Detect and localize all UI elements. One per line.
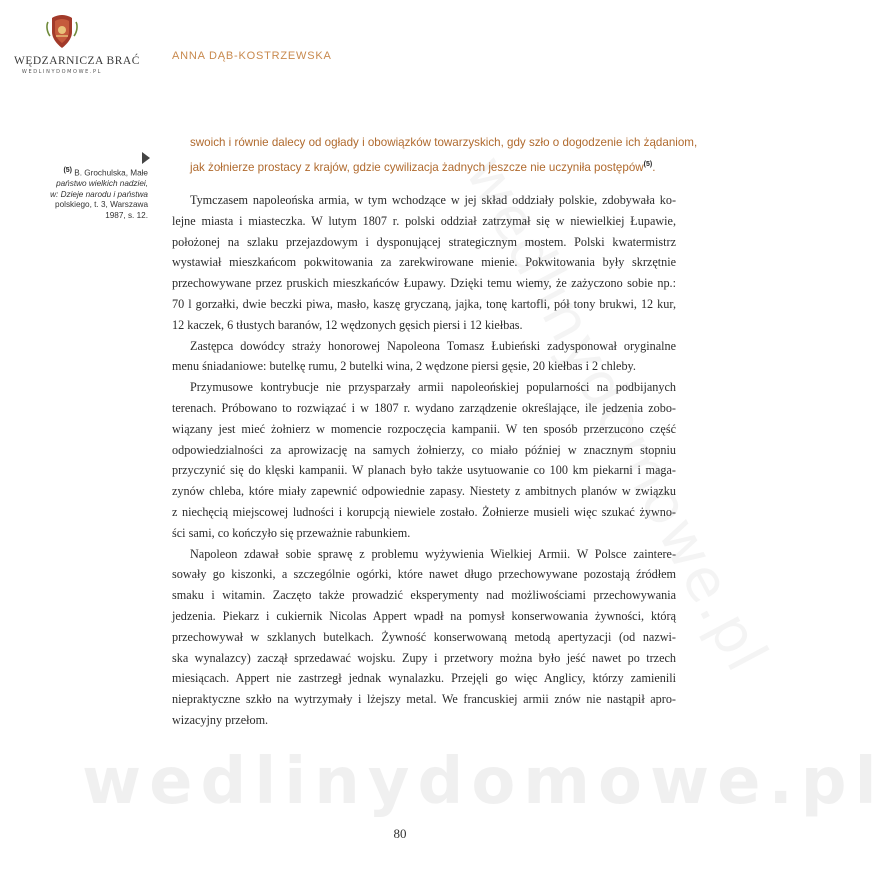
quote-block xyxy=(190,132,698,178)
text-line: ska wynalazcy) zaczął sprzedawać wojsku. Zupy i przetwory można było jeść nawet po trzech xyxy=(172,650,676,665)
crest-icon xyxy=(42,12,82,52)
brand-logo xyxy=(14,12,140,75)
sidenote-line: polskiego, t. 3, Warszawa xyxy=(55,200,148,210)
quote-end: . xyxy=(652,160,656,174)
brand-url: WEDLINYDOMOWE.PL xyxy=(21,69,103,75)
paragraph xyxy=(172,336,676,378)
text-line: Zastępca dowódcy straży honorowej Napoleona Tomasz Łubieński zadysponował oryginalne xyxy=(190,338,676,353)
sidenote-line: państwo wielkich nadziei, xyxy=(56,179,148,189)
sidenote-line: 1987, s. 12. xyxy=(105,210,148,220)
text-line: przyczynić się do klęski kampanii. W planach było także usytuowanie co 100 km piekarni i maga- xyxy=(172,463,676,478)
text-line: terenach. Próbowano to rozwiązać i w 1807 r. wydano zarządzenie określające, ile jedzenia zobo- xyxy=(172,400,676,415)
sidenote xyxy=(20,166,148,221)
quote-line xyxy=(190,154,660,178)
brand-name: WĘDZARNICZA BRAĆ xyxy=(14,55,140,67)
text-line: jedzenia. Piekarz i cukiernik Nicolas Appert wpadł na pomysł konserwowania żywności, którą xyxy=(172,608,676,623)
text-line: Przymusowe kontrybucje nie przysparzały armii napoleońskiej popularności na podbijanych xyxy=(190,380,676,395)
text-line: smaku i witamin. Zaczęto także prowadzić eksperymenty nad możliwościami przechowywania xyxy=(172,588,676,603)
quote-line: swoich i równie dalecy od ogłady i obowiązków towarzyskich, gdy szło o dogodzenie ich żądaniom, xyxy=(190,136,698,149)
text-line: przechowywał w szklanych butelkach. Żywność konserwowaną metodą apertyzacji (od nazwi- xyxy=(172,629,676,644)
text-line: menu śniadaniowe: butelkę rumu, 2 butelki wina, 2 wędzone piersi gęsie, 20 kiełbas i 2 chleby. xyxy=(172,359,636,374)
paragraph xyxy=(172,190,676,336)
sidenote-line: w: Dzieje narodu i państwa xyxy=(50,189,148,199)
text-line: ści sami, co kończyło się przeważnie rabunkiem. xyxy=(172,525,411,540)
text-line: 70 l gorzałki, dwie beczki piwa, masło, kaszę gryczaną, jajka, tonę kartofli, pół tony brukwi, 12 kur, xyxy=(172,296,676,311)
sidenote-number: (5) xyxy=(63,167,72,174)
text-line: miesiącach. Appert nie zastrzegł jednak wynalazku. Przejęli go więc Anglicy, którzy zamienili xyxy=(172,671,676,686)
quote-line-text: jak żołnierze prostacy z krajów, gdzie cywilizacja żadnych jeszcze nie uczyniła postępów xyxy=(190,160,644,174)
text-line: Napoleon zdawał sobie sprawę z problemu wyżywienia Wielkiej Armii. W Polsce zaintere- xyxy=(190,546,676,561)
text-line: przechowywane przez pruskich mieszkańców Łupawy. Dzięki temu wiemy, że zażyczono sobie np.: xyxy=(172,276,676,291)
text-line: wystawiał mieszkańcom pokwitowania za zarekwirowane mienie. Pokwitowania były skrzętnie xyxy=(172,255,676,270)
bottom-watermark: wedlinydomowe.pl xyxy=(82,745,885,819)
text-line: odpowiedzialności za aprowizację na samych żołnierzy, co miało później w znacznym stopniu xyxy=(172,442,676,457)
text-line: z niechęcią miejscowej ludności i korupcją niewiele zostało. Żołnierze musieli więc szukać żywno- xyxy=(172,504,676,519)
paragraph xyxy=(172,377,676,543)
paragraph xyxy=(172,544,676,731)
sidenote-line xyxy=(20,166,148,179)
text-line: wizacyjny przełom. xyxy=(172,712,269,727)
text-line: lejne miasta i miasteczka. W lutym 1807 r. polski oddział zatrzymał się w niewielkiej Łupawie, xyxy=(172,213,676,228)
running-header-author: ANNA DĄB-KOSTRZEWSKA xyxy=(172,50,332,62)
page-number: 80 xyxy=(393,826,407,841)
text-line: Tymczasem napoleońska armia, w tym wchodzące w jej skład oddziały polskie, zdobywała ko- xyxy=(190,193,676,207)
text-line: położonej na szlaku przejazdowym i dysponującej strategicznym mostem. Polski kwatermistrz xyxy=(172,234,676,249)
text-line: niepraktyczne szkło na wytrzymały i lżejszy metal. We francuskiej armii znów nie nastąpił apro- xyxy=(172,692,676,707)
sidenote-text: B. Grochulska, Małe xyxy=(72,168,148,178)
text-line: sowały go kiszonki, a szczególnie ogórki, które nawet długo przechowywane pozostają źródłem xyxy=(172,567,676,582)
footnote-ref[interactable]: (5) xyxy=(643,160,653,168)
text-line: wiązany jest mieć żołnierz w momencie rozpoczęcia kampanii. W ten sposób przerzucono część xyxy=(172,421,676,436)
text-line: zynów chleba, które miały zapewnić odpowiednie zapasy. Niestety z ambitnych planów w związku xyxy=(172,484,676,499)
body-text xyxy=(172,190,676,731)
text-line: 12 kaczek, 6 tłustych baranów, 12 wędzonych gęsich piersi i 12 kiełbas. xyxy=(172,317,523,332)
